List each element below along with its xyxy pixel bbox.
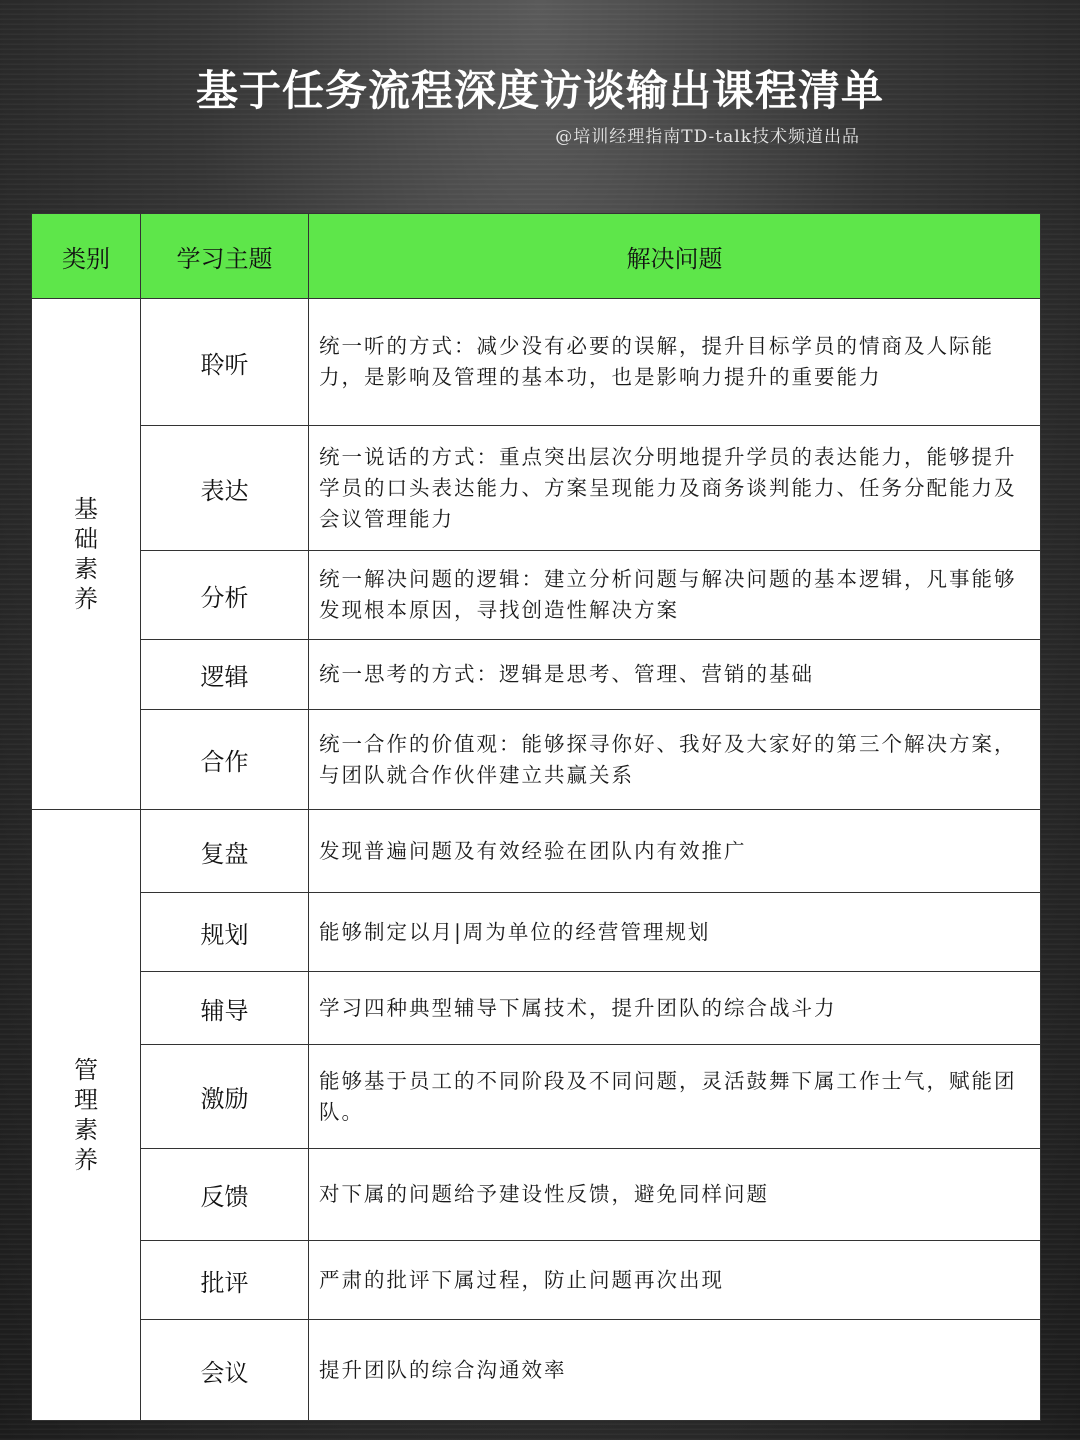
source-credit: @培训经理指南TD-talk技术频道出品 bbox=[555, 127, 860, 147]
topic-cell: 表达 bbox=[141, 426, 309, 551]
course-list-table bbox=[31, 213, 1041, 1421]
topic-cell: 分析 bbox=[141, 551, 309, 640]
column-header-problem: 解决问题 bbox=[309, 214, 1041, 299]
column-header-category: 类别 bbox=[32, 214, 141, 299]
table-row bbox=[32, 810, 1041, 893]
category-label: 管理素养 bbox=[74, 1056, 98, 1174]
table-row bbox=[32, 426, 1041, 551]
topic-cell: 会议 bbox=[141, 1320, 309, 1421]
topic-cell: 反馈 bbox=[141, 1149, 309, 1241]
topic-cell: 聆听 bbox=[141, 299, 309, 426]
page-title: 基于任务流程深度访谈输出课程清单 bbox=[195, 66, 884, 115]
topic-cell: 批评 bbox=[141, 1241, 309, 1320]
problem-cell: 发现普遍问题及有效经验在团队内有效推广 bbox=[309, 810, 1041, 893]
table-row bbox=[32, 1241, 1041, 1320]
table-row bbox=[32, 299, 1041, 426]
table-row bbox=[32, 893, 1041, 972]
table-row bbox=[32, 1149, 1041, 1241]
topic-cell: 激励 bbox=[141, 1045, 309, 1149]
category-cell-basic bbox=[32, 299, 141, 810]
topic-cell: 合作 bbox=[141, 710, 309, 810]
table-header-row bbox=[32, 214, 1041, 299]
problem-cell: 统一思考的方式：逻辑是思考、管理、营销的基础 bbox=[309, 640, 1041, 710]
problem-cell: 统一说话的方式：重点突出层次分明地提升学员的表达能力，能够提升学员的口头表达能力、方案呈现能力及商务谈判能力、任务分配能力及会议管理能力 bbox=[309, 426, 1041, 551]
problem-cell: 统一听的方式：减少没有必要的误解，提升目标学员的情商及人际能力，是影响及管理的基本功，也是影响力提升的重要能力 bbox=[309, 299, 1041, 426]
problem-cell: 提升团队的综合沟通效率 bbox=[309, 1320, 1041, 1421]
problem-cell: 能够制定以月|周为单位的经营管理规划 bbox=[309, 893, 1041, 972]
problem-cell: 严肃的批评下属过程，防止问题再次出现 bbox=[309, 1241, 1041, 1320]
problem-cell: 统一合作的价值观：能够探寻你好、我好及大家好的第三个解决方案，与团队就合作伙伴建立共赢关系 bbox=[309, 710, 1041, 810]
problem-cell: 对下属的问题给予建设性反馈，避免同样问题 bbox=[309, 1149, 1041, 1241]
category-label: 基础素养 bbox=[74, 495, 98, 613]
category-cell-management bbox=[32, 810, 141, 1421]
problem-cell: 能够基于员工的不同阶段及不同问题，灵活鼓舞下属工作士气，赋能团队。 bbox=[309, 1045, 1041, 1149]
topic-cell: 规划 bbox=[141, 893, 309, 972]
table-row bbox=[32, 972, 1041, 1045]
table-row bbox=[32, 640, 1041, 710]
problem-cell: 统一解决问题的逻辑：建立分析问题与解决问题的基本逻辑，凡事能够发现根本原因，寻找创造性解决方案 bbox=[309, 551, 1041, 640]
table-row bbox=[32, 551, 1041, 640]
table-row bbox=[32, 710, 1041, 810]
table-row bbox=[32, 1320, 1041, 1421]
topic-cell: 逻辑 bbox=[141, 640, 309, 710]
problem-cell: 学习四种典型辅导下属技术，提升团队的综合战斗力 bbox=[309, 972, 1041, 1045]
table-row bbox=[32, 1045, 1041, 1149]
column-header-topic: 学习主题 bbox=[141, 214, 309, 299]
topic-cell: 复盘 bbox=[141, 810, 309, 893]
topic-cell: 辅导 bbox=[141, 972, 309, 1045]
